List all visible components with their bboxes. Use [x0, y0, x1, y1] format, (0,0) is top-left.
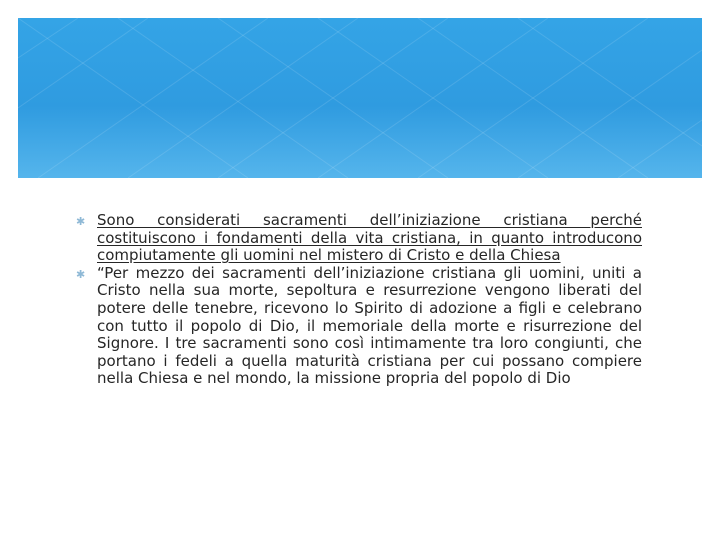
bullet-item-2 — [76, 265, 642, 388]
asterisk-bullet-icon: ✱ — [76, 268, 86, 281]
bullet-list — [76, 212, 642, 388]
bullet-text-1: Sono considerati sacramenti dell’iniziazione cristiana perché costituiscono i fondamenti della vita cristiana, in quanto introducono compiutamente gli uomini nel mistero di Cristo e della Chiesa — [97, 211, 642, 265]
bullet-item-1 — [76, 212, 642, 265]
header-band — [18, 18, 702, 178]
bullet-text-2: “Per mezzo dei sacramenti dell’iniziazione cristiana gli uomini, uniti a Cristo nella sua morte, sepoltura e resurrezione vengono liberati del potere delle tenebre, ricevono lo Spirito di adozione a figli e celebrano con tutto il popolo di Dio, il memoriale della morte e risurrezione del Signore. I tre sacramenti sono così intimamente tra loro congiunti, che portano i fedeli a quella maturità cristiana per cui possano compiere nella Chiesa e nel mondo, la missione propria del popolo di Dio — [97, 263, 642, 388]
header-pattern — [18, 18, 702, 178]
asterisk-bullet-icon: ✱ — [76, 216, 86, 228]
